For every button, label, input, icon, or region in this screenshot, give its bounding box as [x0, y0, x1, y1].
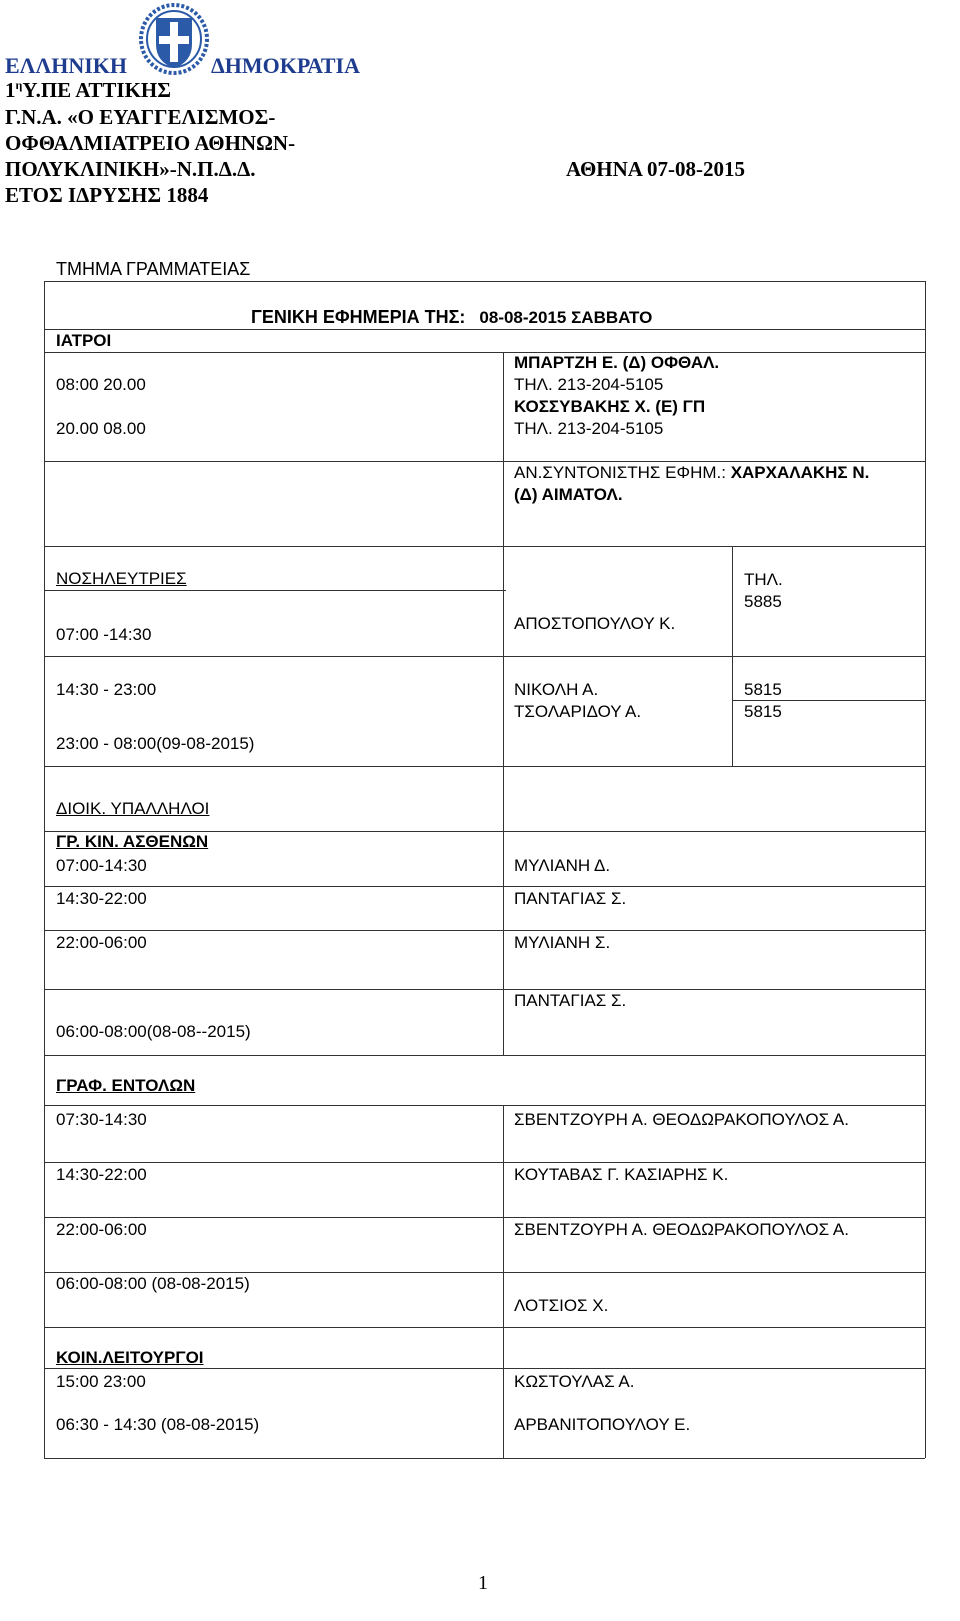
admin-row-name: ΜΥΛΙΑΝΗ Δ. — [514, 856, 611, 875]
doctors-heading: ΙΑΤΡΟΙ — [56, 331, 112, 350]
founded-year: ΕΤΟΣ ΙΔΡΥΣΗΣ 1884 — [5, 183, 209, 207]
nurse-row-phone: 5815 — [744, 680, 782, 699]
social-row-time: 15:00 23:00 — [56, 1372, 146, 1391]
social-row-name: ΑΡΒΑΝΙΤΟΠΟΥΛΟΥ Ε. — [514, 1415, 691, 1434]
hospital-line-2: ΟΦΘΑΛΜΙΑΤΡΕΙΟ ΑΘΗΝΩΝ- — [5, 131, 296, 155]
orders-row-name: ΣΒΕΝΤΖΟΥΡΗ Α. ΘΕΟΔΩΡΑΚΟΠΟΥΛΟΣ Α. — [514, 1110, 849, 1129]
doctor-shift1-name: ΜΠΑΡΤΖΗ Ε. (Δ) ΟΦΘΑΛ. — [514, 353, 720, 372]
social-row-name: ΚΩΣΤΟΥΛΑΣ Α. — [514, 1372, 635, 1391]
coordinator-line: ΑΝ.ΣΥΝΤΟΝΙΣΤΗΣ ΕΦΗΜ.: ΧΑΡΧΑΛΑΚΗΣ Ν. — [514, 463, 870, 482]
page-number: 1 — [478, 1572, 488, 1594]
orders-row-time: 07:30-14:30 — [56, 1110, 147, 1129]
nurse-row-time: 14:30 - 23:00 — [56, 680, 157, 699]
orders-row-time: 14:30-22:00 — [56, 1165, 147, 1184]
admin-subheading: ΓΡ. ΚΙΝ. ΑΣΘΕΝΩΝ — [56, 832, 209, 851]
country-left: ΕΛΛΗΝΙΚΗ — [5, 53, 127, 78]
greek-emblem — [138, 2, 210, 76]
nurses-phone-label: ΤΗΛ. — [744, 570, 783, 589]
doctor-shift2-phone: ΤΗΛ. 213-204-5105 — [514, 419, 664, 438]
admin-heading: ΔΙΟΙΚ. ΥΠΑΛΛΗΛΟΙ — [56, 799, 210, 818]
doctor-shift1-time: 08:00 20.00 — [56, 375, 146, 394]
nurse-row-phone: 5885 — [744, 592, 782, 611]
nurse-row-time: 23:00 - 08:00(09-08-2015) — [56, 734, 255, 753]
nurse-row-phone: 5815 — [744, 702, 782, 721]
orders-row-name: ΣΒΕΝΤΖΟΥΡΗ Α. ΘΕΟΔΩΡΑΚΟΠΟΥΛΟΣ Α. — [514, 1220, 849, 1239]
admin-row-time: 07:00-14:30 — [56, 856, 147, 875]
orders-row-time: 22:00-06:00 — [56, 1220, 147, 1239]
admin-row-name: ΠΑΝΤΑΓΙΑΣ Σ. — [514, 889, 627, 908]
nurse-row-name: ΑΠΟΣΤΟΠΟΥΛΟΥ Κ. — [514, 614, 676, 633]
city-date: ΑΘΗΝΑ 07-08-2015 — [566, 157, 746, 181]
orders-heading: ΓΡΑΦ. ΕΝΤΟΛΩΝ — [56, 1076, 196, 1095]
doctor-shift1-phone: ΤΗΛ. 213-204-5105 — [514, 375, 664, 394]
duty-title: ΓΕΝΙΚΗ ΕΦΗΜΕΡΙΑ ΤΗΣ: 08-08-2015 ΣΑΒΒΑΤΟ — [251, 307, 653, 327]
nurses-heading: ΝΟΣΗΛΕΥΤΡΙΕΣ — [56, 569, 187, 588]
orders-row-name: ΚΟΥΤΑΒΑΣ Γ. ΚΑΣΙΑΡΗΣ Κ. — [514, 1165, 729, 1184]
admin-row-name: ΠΑΝΤΑΓΙΑΣ Σ. — [514, 991, 627, 1010]
hospital-line-1: Γ.Ν.Α. «Ο ΕΥΑΓΓΕΛΙΣΜΟΣ- — [5, 105, 276, 129]
country-right: ΔΗΜΟΚΡΑΤΙΑ — [211, 53, 360, 78]
admin-row-name: ΜΥΛΙΑΝΗ Σ. — [514, 933, 611, 952]
doctor-shift2-time: 20.00 08.00 — [56, 419, 146, 438]
admin-row-time: 14:30-22:00 — [56, 889, 147, 908]
nurse-row-time: 07:00 -14:30 — [56, 625, 152, 644]
orders-row-time: 06:00-08:00 (08-08-2015) — [56, 1274, 250, 1293]
nurse-row-name: ΤΣΟΛΑΡΙΔΟΥ Α. — [514, 702, 642, 721]
nurse-row-name: ΝΙΚΟΛΗ Α. — [514, 680, 599, 699]
admin-row-time: 06:00-08:00(08-08--2015) — [56, 1022, 251, 1041]
hospital-line-3: ΠΟΛΥΚΛΙΝΙΚΗ»-Ν.Π.Δ.Δ. — [5, 157, 256, 181]
region-line: $1^\eta\Upsilon.\Pi E$ ΑΤΤΙΚΗΣ — [5, 78, 171, 102]
department-title: ΤΜΗΜΑ ΓΡΑΜΜΑΤΕΙΑΣ — [56, 259, 251, 279]
doctor-shift2-name: ΚΟΣΣΥΒΑΚΗΣ Χ. (Ε) ΓΠ — [514, 397, 706, 416]
social-row-time: 06:30 - 14:30 (08-08-2015) — [56, 1415, 260, 1434]
admin-row-time: 22:00-06:00 — [56, 933, 147, 952]
social-heading: ΚΟΙΝ.ΛΕΙΤΟΥΡΓΟΙ — [56, 1348, 204, 1367]
coordinator-dept: (Δ) ΑΙΜΑΤΟΛ. — [514, 485, 623, 504]
orders-row-name: ΛΟΤΣΙΟΣ Χ. — [514, 1296, 609, 1315]
